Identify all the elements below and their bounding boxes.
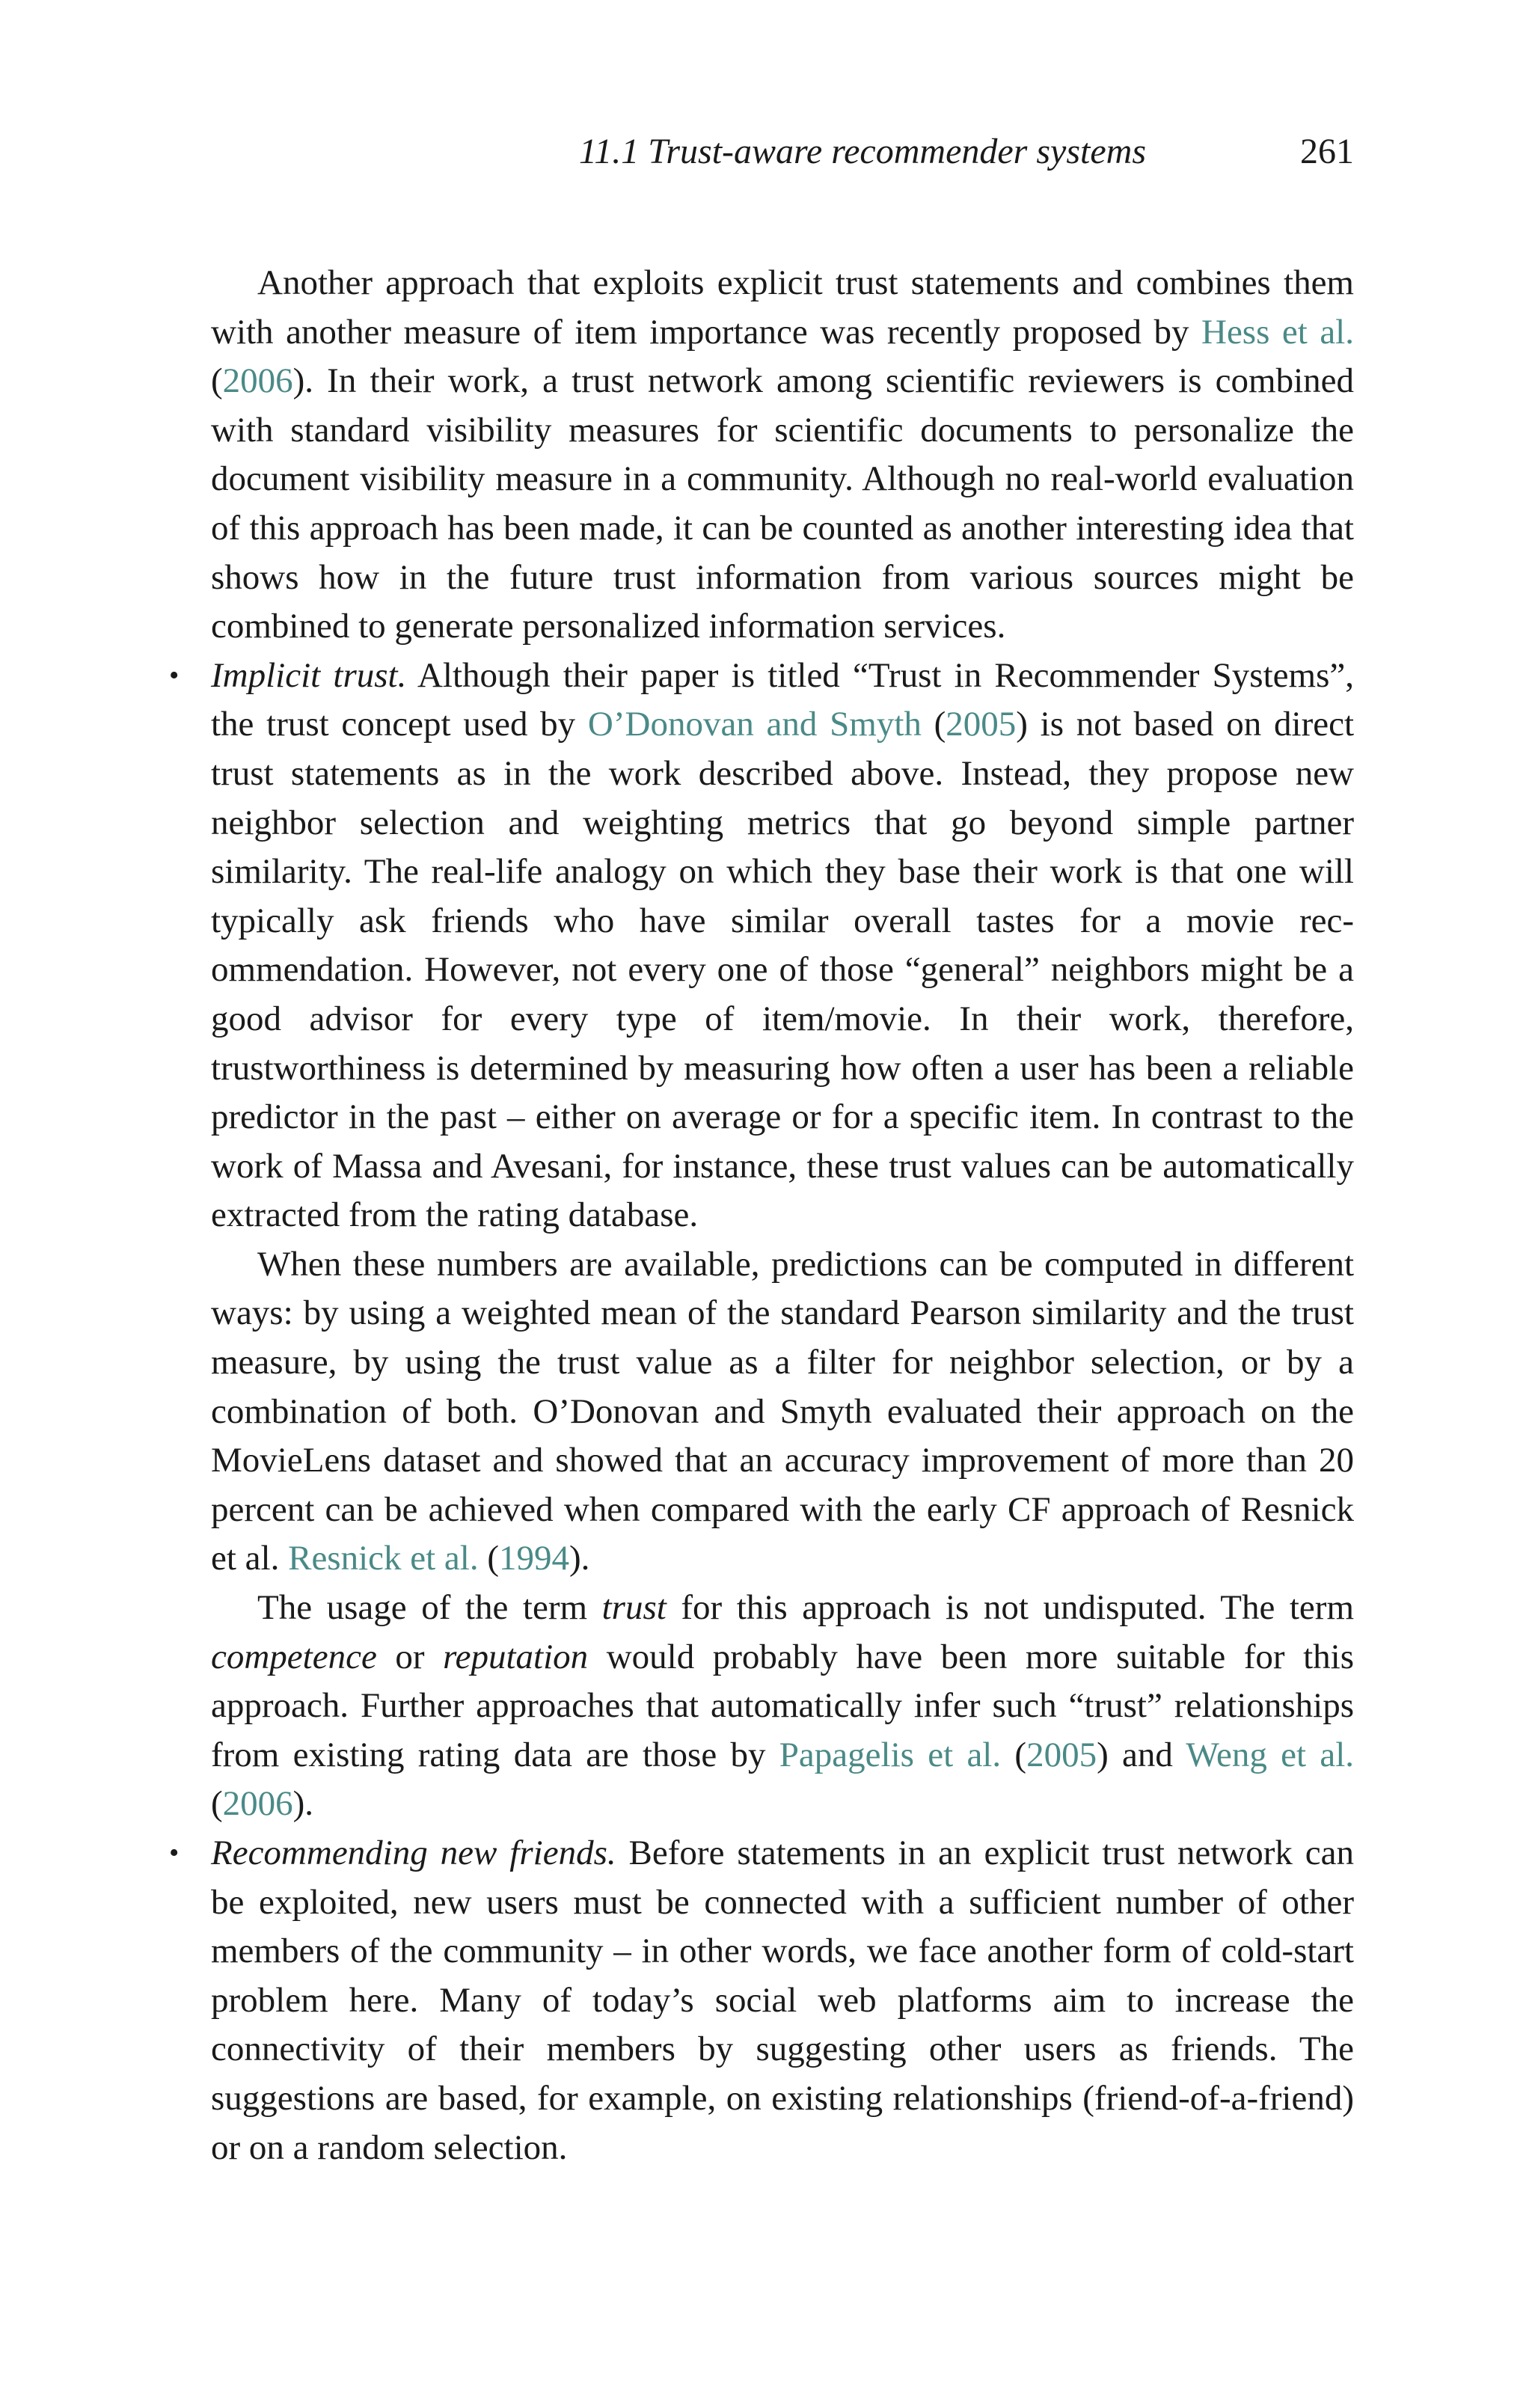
text-run: ( <box>1001 1735 1027 1774</box>
text-run: When these numbers are available, predictions can be computed in different ways: by using a weighted mean of the standard Pearson similarity and the trust measure, by using the trust value as a filter for neighbor selection, or by a combination of both. O’Donovan and Smyth evaluated their approach on the MovieLens dataset and showed that an accuracy improvement of more than 20 percent can be achieved when compared with the early CF approach of Resnick et al. <box>211 1244 1354 1578</box>
text-run: would probably have been more suitable for this approach. Further approaches that automatically infer such “trust” relationships from existing rating data are those by <box>211 1637 1354 1774</box>
item-term: Implicit trust. <box>211 655 407 695</box>
paragraph-hess <box>211 259 1354 652</box>
text-run: Another approach that exploits explicit trust statements and combines them with another measure of item importance was recently proposed by <box>211 263 1354 352</box>
body-text <box>169 259 1355 2172</box>
paragraph-usage-of-trust <box>211 1584 1354 1829</box>
text-run: ). <box>569 1539 590 1578</box>
running-head <box>211 126 1354 178</box>
text-run: ( <box>478 1539 500 1578</box>
text-run: ( <box>921 705 946 744</box>
text-run: The usage of the term <box>257 1588 602 1628</box>
citation-link-resnick[interactable]: Resnick et al. <box>288 1539 479 1578</box>
bullet-item-recommending-friends <box>169 1829 1354 2172</box>
text-run: ) is not based on direct trust statements as in the work described above. Instead, they propose new neighbor selection and weighting metrics that go beyond simple partner similarity. The real-life analogy on which they base their work is that one will typically ask friends who have similar overall tastes for a movie recommendation. However, not every one of those “general” neighbors might be a good advisor for every type of item/movie. In their work, therefore, trustworthiness is determined by measuring how often a user has been a reliable predictor in the past – either on average or for a specific item. In contrast to the work of Massa and Avesani, for instance, these trust values can be automatically extracted from the rating database. <box>211 705 1355 1235</box>
citation-year-link-resnick[interactable]: 1994 <box>499 1539 570 1578</box>
bullet-icon: • <box>169 1837 180 1869</box>
citation-year-link-weng[interactable]: 2006 <box>222 1784 293 1824</box>
citation-link-weng[interactable]: Weng et al. <box>1186 1735 1355 1774</box>
section-title: 11.1 Trust-aware recommender systems <box>578 132 1146 171</box>
text-run: for this approach is not undisputed. The term <box>666 1588 1355 1628</box>
bullet-item-implicit-trust <box>169 652 1355 1829</box>
page-number: 261 <box>1300 132 1354 171</box>
emphasis-competence: competence <box>211 1637 377 1676</box>
text-run: or <box>376 1637 444 1676</box>
text-run: ( <box>211 361 223 401</box>
emphasis-reputation: reputation <box>443 1637 589 1676</box>
citation-link-papagelis[interactable]: Papagelis et al. <box>779 1735 1002 1774</box>
text-run: Before statements in an explicit trust network can be exploited, new users must be connected with a sufficient number of other members of the community – in other words, we face another form of cold-start problem here. Many of today’s social web platforms aim to increase the connectivity of their members by suggesting other users as friends. The suggestions are based, for example, on existing relationships (friend-of-a-friend) or on a random selection. <box>211 1833 1354 2167</box>
citation-link-odonovan[interactable]: O’Donovan and Smyth <box>587 705 922 744</box>
citation-year-link-hess[interactable]: 2006 <box>222 361 293 401</box>
citation-year-link-papagelis[interactable]: 2005 <box>1026 1735 1097 1774</box>
citation-year-link-odonovan[interactable]: 2005 <box>946 705 1017 744</box>
text-run: ). <box>292 1784 314 1824</box>
item-term: Recommending new friends. <box>211 1833 616 1872</box>
text-run: Although their paper is titled “Trust in Recommender Systems”, the trust concept used by <box>211 655 1354 744</box>
emphasis-trust: trust <box>601 1588 667 1628</box>
bullet-icon: • <box>169 659 180 691</box>
citation-link-hess[interactable]: Hess et al. <box>1201 312 1354 352</box>
text-run: ) and <box>1097 1735 1186 1774</box>
paragraph-predictions <box>211 1240 1354 1584</box>
text-run: ( <box>211 1784 223 1824</box>
text-run: ). In their work, a trust network among scientific reviewers is combined with standard visibility measures for scientific documents to personalize the document visibility measure in a community. Although no real-world evaluation of this approach has been made, it can be counted as another interesting idea that shows how in the future trust information from various sources might be combined to generate personalized information services. <box>211 361 1354 646</box>
